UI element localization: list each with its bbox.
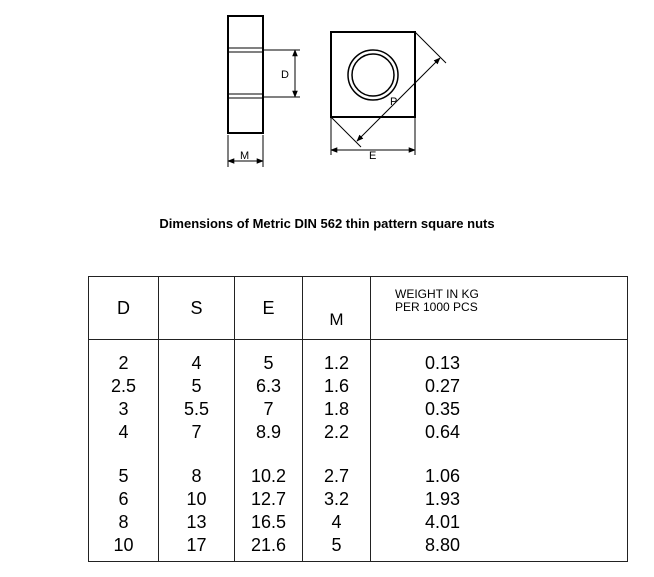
- table-cell: 2.2: [323, 422, 350, 442]
- table-cell: 7: [191, 422, 202, 442]
- header-weight-line2: PER 1000 PCS: [395, 300, 478, 314]
- group-gap: [89, 444, 158, 465]
- table-cell: 2.7: [323, 466, 350, 486]
- table-cell: 10: [113, 535, 134, 555]
- column-d: [89, 340, 159, 562]
- header-d: D: [89, 277, 159, 340]
- table-cell: 10.2: [250, 466, 287, 486]
- column-e: [235, 340, 303, 562]
- table-cell: 1.6: [323, 376, 350, 396]
- table-cell: 3.2: [323, 489, 350, 509]
- table-cell: 1.93: [425, 489, 461, 509]
- table-cell: 5.5: [183, 399, 210, 419]
- header-m: M: [303, 277, 371, 340]
- table-cell: 7: [263, 399, 274, 419]
- table-cell: 10: [186, 489, 207, 509]
- column-m: [303, 340, 371, 562]
- table-cell: 0.35: [425, 399, 461, 419]
- header-weight: [371, 277, 628, 340]
- nut-technical-drawing: [0, 0, 654, 200]
- table-cell: 2.5: [110, 376, 137, 396]
- table-cell: 8.80: [425, 535, 461, 555]
- table-cell: 5: [331, 535, 342, 555]
- column-weight: [371, 340, 628, 562]
- group-gap: [303, 444, 370, 465]
- table-cell: 5: [263, 353, 274, 373]
- table-cell: 3: [118, 399, 129, 419]
- table-cell: 12.7: [250, 489, 287, 509]
- table-body-row: [89, 340, 628, 562]
- group-gap: [425, 444, 627, 465]
- dimensions-table: [88, 276, 628, 562]
- table-cell: 17: [186, 535, 207, 555]
- top-view-body: [331, 32, 415, 117]
- thread-inner-circle: [352, 54, 394, 96]
- table-cell: 4: [118, 422, 129, 442]
- label-p: P: [390, 96, 398, 108]
- table-cell: 8.9: [255, 422, 282, 442]
- label-d: D: [281, 69, 289, 81]
- table-cell: 5: [118, 466, 129, 486]
- header-e: E: [235, 277, 303, 340]
- page-title: Dimensions of Metric DIN 562 thin pattern square nuts: [159, 216, 495, 231]
- table-header-row: [89, 277, 628, 340]
- label-e: E: [369, 150, 377, 162]
- top-view: [331, 32, 446, 155]
- table-cell: 6.3: [255, 376, 282, 396]
- table-cell: 13: [186, 512, 207, 532]
- group-gap: [159, 444, 234, 465]
- table-cell: 4.01: [425, 512, 461, 532]
- side-view: [228, 16, 300, 167]
- table-cell: 0.13: [425, 353, 461, 373]
- table-cell: 21.6: [250, 535, 287, 555]
- label-m: M: [240, 150, 250, 162]
- table-cell: 0.64: [425, 422, 461, 442]
- table-cell: 8: [118, 512, 129, 532]
- table-cell: 6: [118, 489, 129, 509]
- table-cell: 4: [331, 512, 342, 532]
- table-cell: 1.8: [323, 399, 350, 419]
- thread-outer-circle: [348, 50, 398, 100]
- table-cell: 0.27: [425, 376, 461, 396]
- table-cell: 1.2: [323, 353, 350, 373]
- group-gap: [235, 444, 302, 465]
- table-cell: 16.5: [250, 512, 287, 532]
- table-cell: 2: [118, 353, 129, 373]
- table-cell: 8: [191, 466, 202, 486]
- header-s: S: [159, 277, 235, 340]
- side-view-body: [228, 16, 263, 133]
- header-weight-line1: WEIGHT IN KG: [395, 287, 479, 301]
- column-s: [159, 340, 235, 562]
- table-cell: 1.06: [425, 466, 461, 486]
- table-cell: 5: [191, 376, 202, 396]
- table-cell: 4: [191, 353, 202, 373]
